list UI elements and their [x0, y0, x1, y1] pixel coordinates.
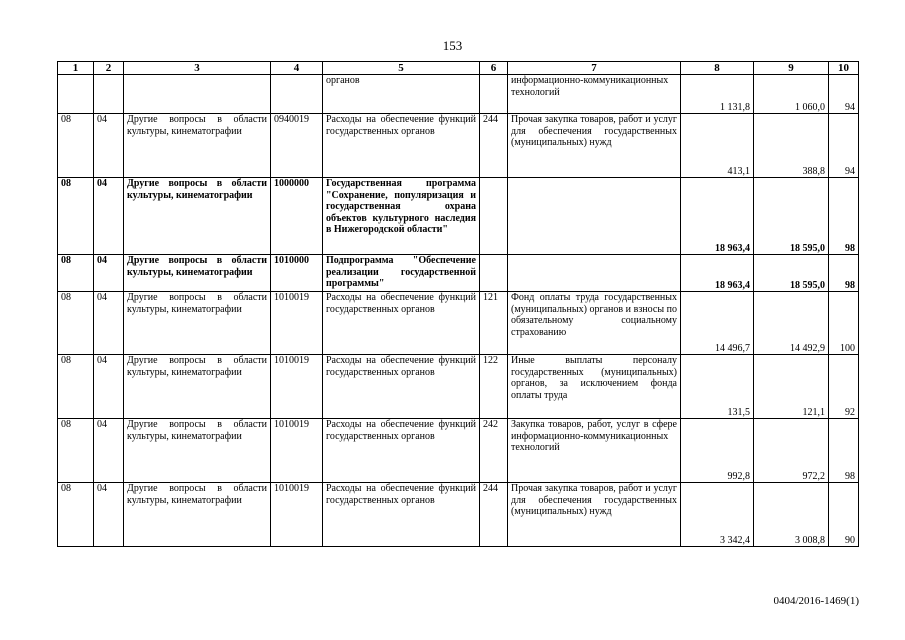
table-row [58, 75, 859, 114]
column-header-3: 3 [124, 62, 271, 75]
section-name-cell: Другие вопросы в области культуры, кинематографии [124, 355, 271, 419]
column-header-6: 6 [480, 62, 508, 75]
target-article-cell [271, 75, 323, 114]
page-number: 153 [442, 38, 463, 53]
expense-type-cell: 121 [480, 292, 508, 355]
planned-amount-cell: 413,1 [681, 114, 754, 178]
expense-type-name-cell: Прочая закупка товаров, работ и услуг для обеспечения государственных (муниципальных) нужд [508, 483, 681, 547]
subsection-code-cell: 04 [94, 255, 124, 292]
planned-amount-cell: 14 496,7 [681, 292, 754, 355]
section-code-cell: 08 [58, 355, 94, 419]
table-row [58, 114, 859, 178]
article-name-cell: Расходы на обеспечение функций государственных органов [323, 114, 480, 178]
section-name-cell: Другие вопросы в области культуры, кинематографии [124, 292, 271, 355]
percent-cell: 94 [829, 75, 859, 114]
article-name-cell: Подпрограмма "Обеспечение реализации государственной программы" [323, 255, 480, 292]
table-header-row [58, 62, 859, 75]
target-article-cell: 1010019 [271, 483, 323, 547]
column-header-1: 1 [58, 62, 94, 75]
expense-type-name-cell [508, 178, 681, 255]
subsection-code-cell [94, 75, 124, 114]
expense-type-cell [480, 178, 508, 255]
table-row [58, 483, 859, 547]
expense-type-cell [480, 255, 508, 292]
actual-amount-cell: 1 060,0 [754, 75, 829, 114]
actual-amount-cell: 14 492,9 [754, 292, 829, 355]
actual-amount-cell: 18 595,0 [754, 255, 829, 292]
subsection-code-cell: 04 [94, 292, 124, 355]
percent-cell: 100 [829, 292, 859, 355]
planned-amount-cell: 1 131,8 [681, 75, 754, 114]
table-row [58, 419, 859, 483]
section-code-cell [58, 75, 94, 114]
planned-amount-cell: 18 963,4 [681, 255, 754, 292]
planned-amount-cell: 3 342,4 [681, 483, 754, 547]
column-header-9: 9 [754, 62, 829, 75]
table-row [58, 178, 859, 255]
percent-cell: 92 [829, 355, 859, 419]
section-name-cell [124, 75, 271, 114]
target-article-cell: 1010019 [271, 355, 323, 419]
article-name-cell: органов [323, 75, 480, 114]
subsection-code-cell: 04 [94, 483, 124, 547]
actual-amount-cell: 972,2 [754, 419, 829, 483]
article-name-cell: Расходы на обеспечение функций государственных органов [323, 292, 480, 355]
section-name-cell: Другие вопросы в области культуры, кинематографии [124, 255, 271, 292]
expense-type-name-cell: Прочая закупка товаров, работ и услуг для обеспечения государственных (муниципальных) нужд [508, 114, 681, 178]
table-body [58, 75, 859, 547]
expense-type-cell: 122 [480, 355, 508, 419]
section-name-cell: Другие вопросы в области культуры, кинематографии [124, 419, 271, 483]
article-name-cell: Расходы на обеспечение функций государственных органов [323, 483, 480, 547]
percent-cell: 98 [829, 255, 859, 292]
column-header-10: 10 [829, 62, 859, 75]
expense-type-cell [480, 75, 508, 114]
target-article-cell: 1010019 [271, 292, 323, 355]
budget-table [57, 61, 859, 547]
section-name-cell: Другие вопросы в области культуры, кинематографии [124, 483, 271, 547]
expense-type-name-cell [508, 255, 681, 292]
section-code-cell: 08 [58, 114, 94, 178]
subsection-code-cell: 04 [94, 355, 124, 419]
section-code-cell: 08 [58, 292, 94, 355]
column-header-7: 7 [508, 62, 681, 75]
expense-type-cell: 244 [480, 483, 508, 547]
target-article-cell: 1010019 [271, 419, 323, 483]
subsection-code-cell: 04 [94, 178, 124, 255]
column-header-4: 4 [271, 62, 323, 75]
column-header-5: 5 [323, 62, 480, 75]
planned-amount-cell: 131,5 [681, 355, 754, 419]
article-name-cell: Расходы на обеспечение функций государственных органов [323, 355, 480, 419]
expense-type-cell: 242 [480, 419, 508, 483]
planned-amount-cell: 18 963,4 [681, 178, 754, 255]
expense-type-name-cell: Закупка товаров, работ, услуг в сфере информационно-коммуникационных технологий [508, 419, 681, 483]
subsection-code-cell: 04 [94, 419, 124, 483]
target-article-cell: 0940019 [271, 114, 323, 178]
percent-cell: 98 [829, 419, 859, 483]
expense-type-name-cell: Иные выплаты персоналу государственных (муниципальных) органов, за исключением фонда оплаты труда [508, 355, 681, 419]
article-name-cell: Государственная программа "Сохранение, популяризация и государственная охрана объектов культурного наследия в Нижегородской области" [323, 178, 480, 255]
section-code-cell: 08 [58, 255, 94, 292]
percent-cell: 90 [829, 483, 859, 547]
table-row [58, 292, 859, 355]
document-code: 0404/2016-1469(1) [773, 595, 859, 607]
actual-amount-cell: 121,1 [754, 355, 829, 419]
percent-cell: 94 [829, 114, 859, 178]
target-article-cell: 1010000 [271, 255, 323, 292]
expense-type-cell: 244 [480, 114, 508, 178]
percent-cell: 98 [829, 178, 859, 255]
target-article-cell: 1000000 [271, 178, 323, 255]
section-name-cell: Другие вопросы в области культуры, кинематографии [124, 114, 271, 178]
table-row [58, 355, 859, 419]
column-header-2: 2 [94, 62, 124, 75]
section-code-cell: 08 [58, 419, 94, 483]
table-row [58, 255, 859, 292]
section-code-cell: 08 [58, 178, 94, 255]
actual-amount-cell: 18 595,0 [754, 178, 829, 255]
section-name-cell: Другие вопросы в области культуры, кинематографии [124, 178, 271, 255]
subsection-code-cell: 04 [94, 114, 124, 178]
section-code-cell: 08 [58, 483, 94, 547]
expense-type-name-cell: Фонд оплаты труда государственных (муниципальных) органов и взносы по обязательному социальному страхованию [508, 292, 681, 355]
article-name-cell: Расходы на обеспечение функций государственных органов [323, 419, 480, 483]
actual-amount-cell: 3 008,8 [754, 483, 829, 547]
planned-amount-cell: 992,8 [681, 419, 754, 483]
actual-amount-cell: 388,8 [754, 114, 829, 178]
expense-type-name-cell: информационно-коммуникационных технологий [508, 75, 681, 114]
column-header-8: 8 [681, 62, 754, 75]
